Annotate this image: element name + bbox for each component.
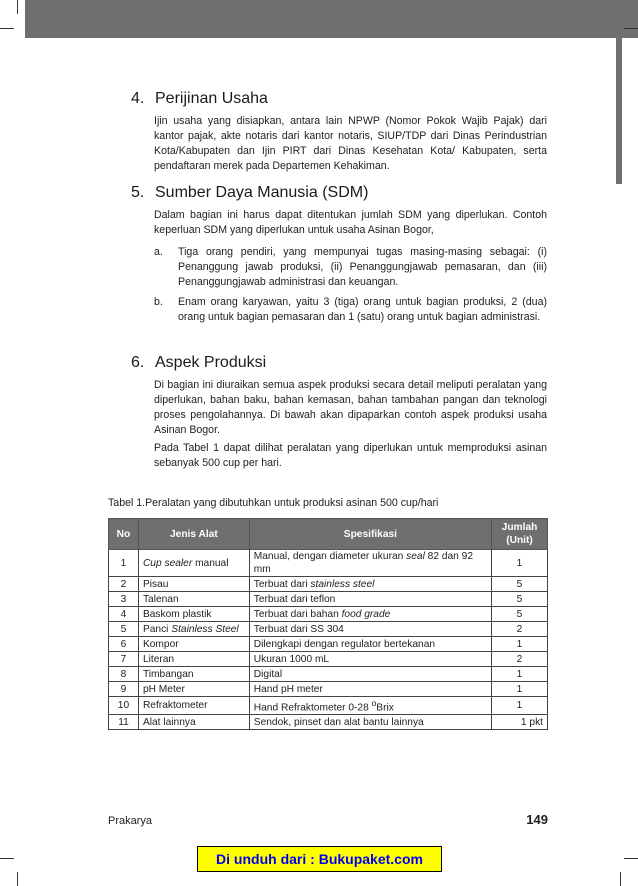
cell-jenis-alat	[138, 550, 249, 577]
cell-text: Terbuat dari	[253, 578, 311, 590]
cell-spesifikasi	[249, 697, 491, 715]
header-jenis-alat: Jenis Alat	[138, 519, 249, 550]
cell-jenis-alat	[138, 607, 249, 622]
cell-text: Sendok, pinset dan alat bantu lainnya	[253, 716, 424, 728]
cell-spesifikasi	[249, 577, 491, 592]
cell-spesifikasi	[249, 667, 491, 682]
cell-text: Kompor	[142, 638, 179, 650]
cell-spesifikasi	[249, 652, 491, 667]
list-text: Enam orang karyawan, yaitu 3 (tiga) orang untuk bagian produksi, 2 (dua) orang untuk bagian pemasaran dan 1 (satu) orang untuk bagian administrasi.	[178, 296, 547, 323]
cell-text: Talenan	[142, 593, 179, 605]
crop-mark-bl-v	[17, 872, 18, 886]
cell-no: 7	[109, 652, 139, 667]
cell-text: Timbangan	[142, 668, 194, 680]
crop-mark-br-v	[620, 872, 621, 886]
page-number: 149	[526, 812, 548, 827]
cell-text-italic: stainless steel	[310, 578, 375, 590]
table-row	[109, 697, 548, 715]
cell-spesifikasi	[249, 607, 491, 622]
top-bar	[25, 0, 638, 38]
header-jumlah: Jumlah (Unit)	[492, 519, 548, 550]
cell-jumlah: 1	[492, 667, 548, 682]
table-row	[109, 550, 548, 577]
cell-spesifikasi	[249, 550, 491, 577]
cell-jenis-alat	[138, 715, 249, 730]
cell-jenis-alat	[138, 577, 249, 592]
cell-text: manual	[192, 557, 229, 569]
table-row	[109, 637, 548, 652]
cell-text-italic: Cup sealer	[142, 557, 193, 569]
table-row	[109, 622, 548, 637]
cell-jenis-alat	[138, 592, 249, 607]
table-row	[109, 715, 548, 730]
cell-no: 1	[109, 550, 139, 577]
crop-mark-br-h	[624, 858, 638, 859]
section-title: Perijinan Usaha	[155, 90, 268, 107]
list-item	[154, 245, 547, 290]
cell-jumlah: 1	[492, 637, 548, 652]
cell-jenis-alat	[138, 622, 249, 637]
cell-text: Panci	[142, 623, 172, 635]
cell-jenis-alat	[138, 667, 249, 682]
table-row	[109, 607, 548, 622]
header-spesifikasi: Spesifikasi	[249, 519, 491, 550]
cell-jumlah: 5	[492, 577, 548, 592]
cell-text: Dilengkapi dengan regulator bertekanan	[253, 638, 436, 650]
table-caption: Tabel 1.Peralatan yang dibutuhkan untuk produksi asinan 500 cup/hari	[108, 497, 439, 509]
cell-no: 6	[109, 637, 139, 652]
crop-mark-bl-h	[0, 858, 14, 859]
cell-text: Digital	[253, 668, 283, 680]
cell-text: Terbuat dari bahan	[253, 608, 342, 620]
cell-no: 3	[109, 592, 139, 607]
section-paragraph: Ijin usaha yang disiapkan, antara lain NPWP (Nomor Pokok Wajib Pajak) dari kantor pajak, akte notaris dari kantor notaris, SIUP/TDP dari Dinas Perindustrian Kota/Kabupaten dan Ijin PIRT dari Dinas Kesehatan Kota/ Kabupaten, serta pendaftaran merek pada Departemen Kehakiman.	[154, 115, 547, 172]
cell-no: 2	[109, 577, 139, 592]
cell-no: 8	[109, 667, 139, 682]
list-item	[154, 295, 547, 325]
cell-jumlah: 5	[492, 607, 548, 622]
cell-text: Manual, dengan diameter ukuran	[253, 551, 407, 562]
cell-no: 9	[109, 682, 139, 697]
cell-jenis-alat	[138, 637, 249, 652]
section-heading	[131, 90, 268, 108]
table-row	[109, 682, 548, 697]
cell-no: 11	[109, 715, 139, 730]
cell-text: 82 dan 92 mm	[253, 551, 473, 575]
table-row	[109, 577, 548, 592]
cell-text: pH Meter	[142, 683, 185, 695]
cell-text: Ukuran 1000 mL	[253, 653, 330, 665]
cell-jumlah: 5	[492, 592, 548, 607]
cell-text: Baskom plastik	[142, 608, 212, 620]
crop-mark-tr-h	[624, 28, 638, 29]
cell-jumlah: 1	[492, 550, 548, 577]
cell-spesifikasi	[249, 592, 491, 607]
equipment-table	[108, 518, 548, 730]
section-number: 4.	[131, 90, 145, 107]
cell-jumlah: 1	[492, 697, 548, 715]
cell-no: 5	[109, 622, 139, 637]
cell-spesifikasi	[249, 622, 491, 637]
cell-jumlah: 2	[492, 622, 548, 637]
cell-spesifikasi	[249, 715, 491, 730]
table-row	[109, 592, 548, 607]
cell-no: 10	[109, 697, 139, 715]
cell-spesifikasi	[249, 637, 491, 652]
cell-text: Terbuat dari SS 304	[253, 623, 344, 635]
cell-text: Literan	[142, 653, 175, 665]
cell-text-italic: Stainless Steel	[171, 623, 239, 635]
cell-text: Terbuat dari teflon	[253, 593, 336, 605]
cell-superscript: o	[371, 698, 377, 708]
list-text: Tiga orang pendiri, yang mempunyai tugas masing-masing sebagai: (i) Penanggung jawab produksi, (ii) Penanggungjawab pemasaran, dan (iii) Penanggungjawab administrasi dan keuangan.	[178, 246, 547, 288]
crop-mark-tl-h	[0, 28, 14, 29]
table-row	[109, 652, 548, 667]
section-number: 6.	[131, 354, 145, 371]
side-tab	[616, 38, 622, 184]
cell-no: 4	[109, 607, 139, 622]
cell-spesifikasi	[249, 682, 491, 697]
cell-text: Hand pH meter	[253, 683, 323, 695]
section-paragraph: Pada Tabel 1 dapat dilihat peralatan yang diperlukan untuk memproduksi asinan sebanyak 500 cup per hari.	[154, 442, 547, 469]
section-heading	[131, 184, 368, 202]
table-body	[109, 550, 548, 730]
section-paragraph: Dalam bagian ini harus dapat ditentukan jumlah SDM yang diperlukan. Contoh keperluan SDM yang diperlukan untuk usaha Asinan Bogor,	[154, 209, 547, 236]
section-number: 5.	[131, 184, 145, 201]
header-no: No	[109, 519, 139, 550]
table-row	[109, 667, 548, 682]
footer-subject: Prakarya	[108, 815, 153, 827]
cell-jumlah: 1	[492, 682, 548, 697]
list-marker: a.	[154, 246, 163, 258]
cell-jenis-alat	[138, 682, 249, 697]
cell-text: Refraktometer	[142, 700, 208, 712]
cell-text: Pisau	[142, 578, 169, 590]
cell-text-italic: seal	[406, 551, 425, 562]
cell-text-italic: food grade	[341, 608, 391, 620]
cell-text: Alat lainnya	[142, 716, 196, 728]
table-header-row	[109, 519, 548, 550]
cell-text: Hand Refraktometer 0-28	[253, 702, 372, 714]
cell-jenis-alat	[138, 697, 249, 715]
section-title: Sumber Daya Manusia (SDM)	[155, 184, 369, 201]
cell-jenis-alat	[138, 652, 249, 667]
section-heading	[131, 354, 266, 372]
download-banner-link[interactable]: Di unduh dari : Bukupaket.com	[197, 846, 442, 872]
list-marker: b.	[154, 296, 163, 308]
crop-mark-tl-v	[17, 0, 18, 14]
section-paragraph: Di bagian ini diuraikan semua aspek produksi secara detail meliputi peralatan yang diperlukan, bahan baku, bahan kemasan, bahan tambahan pangan dan teknologi proses pengolahannya. Di bawah akan dipaparkan contoh aspek produksi usaha Asinan Bogor.	[154, 379, 547, 436]
section-title: Aspek Produksi	[155, 354, 267, 371]
cell-text: Brix	[376, 702, 394, 714]
cell-jumlah: 2	[492, 652, 548, 667]
cell-jumlah: 1 pkt	[492, 715, 548, 730]
